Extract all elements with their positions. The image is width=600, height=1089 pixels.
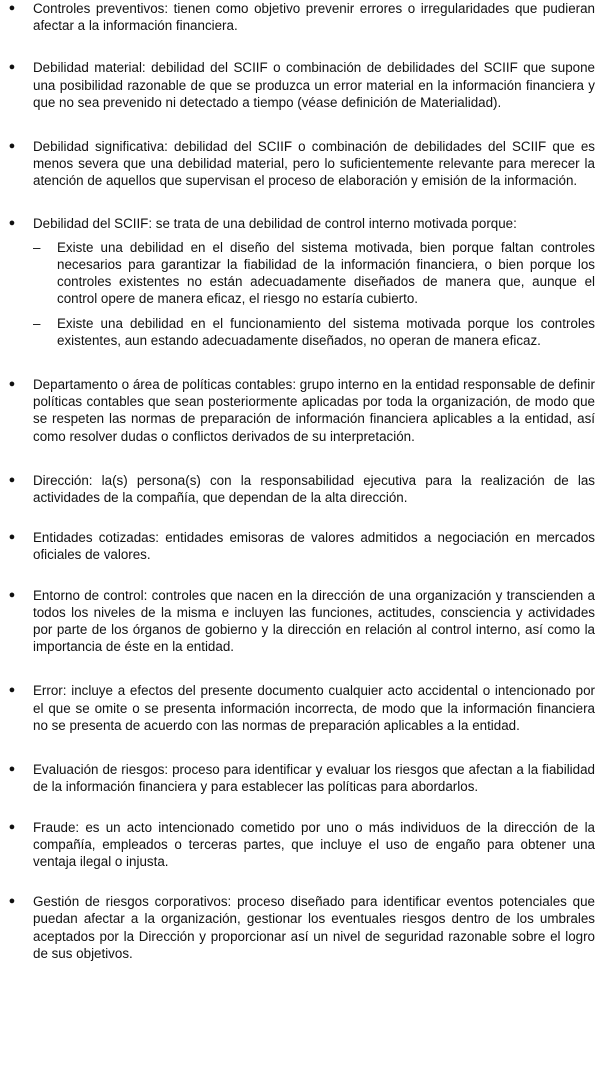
list-item <box>0 587 600 656</box>
bullet-icon: ● <box>8 2 16 14</box>
bullet-icon: ● <box>8 895 16 908</box>
item-text: Entorno de control: controles que nacen en la dirección de una organización y transcienden a todos los niveles de la misma e incluyen las funciones, actitudes, consciencia y actividades por parte de los órganos de gobierno y la dirección en relación al control interno, así como la importancia de éste en la entidad. <box>33 587 595 655</box>
bullet-icon: ● <box>8 140 16 153</box>
item-text: Debilidad significativa: debilidad del SCIIF o combinación de debilidades del SCIIF que es menos severa que una debilidad material, pero lo suficientemente relevante para merecer la atención de aquellos que supervisan el proceso de elaboración y emisión de la información. <box>33 139 595 189</box>
item-text: Controles preventivos: tienen como objetivo prevenir errores o irregularidades que pudieran afectar a la información financiera. <box>33 1 595 34</box>
list-item <box>0 138 600 190</box>
sub-list-item <box>0 315 600 349</box>
list-item <box>0 0 600 34</box>
bullet-icon: ● <box>8 216 16 229</box>
dash-icon: – <box>33 239 41 255</box>
list-item <box>0 59 600 111</box>
item-text: Entidades cotizadas: entidades emisoras de valores admitidos a negociación en mercados oficiales de valores. <box>33 530 595 563</box>
subitem-text: Existe una debilidad en el diseño del sistema motivada, bien porque faltan controles necesarios para garantizar la fiabilidad de la información financiera, o bien porque los controles existentes no están adecuadamente diseñados de manera que, aunque el control opere de manera eficaz, el riesgo no estaría cubierto. <box>57 239 595 307</box>
subitem-text: Existe una debilidad en el funcionamiento del sistema motivada porque los controles existentes, aun estando adecuadamente diseñados, no operan de manera eficaz. <box>57 315 595 348</box>
item-text: Gestión de riesgos corporativos: proceso diseñado para identificar eventos potenciales que puedan afectar a la organización, gestionar los eventuales riesgos dentro de los umbrales aceptados por la Dirección y proporcionar así un nivel de seguridad razonable sobre el logro de sus objetivos. <box>33 894 595 961</box>
dash-icon: – <box>33 315 41 331</box>
list-item <box>0 472 600 506</box>
sub-list-item <box>0 239 600 308</box>
bullet-icon: ● <box>8 763 16 776</box>
bullet-icon: ● <box>8 473 16 486</box>
item-text: Fraude: es un acto intencionado cometido por uno o más individuos de la dirección de la compañía, empleados o terceras partes, que incluye el uso de engaño para obtener una ventaja ilegal o injusta. <box>33 819 595 869</box>
list-item <box>0 682 600 734</box>
bullet-icon: ● <box>8 531 16 544</box>
bullet-icon: ● <box>8 61 16 74</box>
item-text: Debilidad del SCIIF: se trata de una debilidad de control interno motivada porque: <box>33 215 517 231</box>
bullet-icon: ● <box>8 588 16 601</box>
list-item <box>0 529 600 563</box>
item-text: Debilidad material: debilidad del SCIIF o combinación de debilidades del SCIIF que supone una posibilidad razonable de que se produzca un error material en la información financiera y que no sea prevenido ni detectado a tiempo (véase definición de Materialidad). <box>33 60 595 110</box>
bullet-icon: ● <box>8 378 16 391</box>
item-text: Evaluación de riesgos: proceso para identificar y evaluar los riesgos que afectan a la fiabilidad de la información financiera y para establecer las políticas para abordarlos. <box>33 762 595 795</box>
item-text: Dirección: la(s) persona(s) con la responsabilidad ejecutiva para la realización de las actividades de la compañía, que dependan de la alta dirección. <box>33 472 595 506</box>
list-item <box>0 215 600 232</box>
list-item <box>0 819 600 871</box>
list-item <box>0 761 600 795</box>
item-text: Error: incluye a efectos del presente documento cualquier acto accidental o intencionado por el que se omite o se presenta información incorrecta, de modo que la información financiera no se presenta de acuerdo con las normas de preparación aplicables a la entidad. <box>33 683 595 733</box>
list-item <box>0 893 600 962</box>
bullet-icon: ● <box>8 684 16 697</box>
bullet-icon: ● <box>8 820 16 833</box>
list-item <box>0 376 600 445</box>
item-text: Departamento o área de políticas contables: grupo interno en la entidad responsable de definir políticas contables que sean posteriormente aplicadas por toda la organización, de modo que se respeten las normas de preparación de información financiera aplicables a la entidad, así como resolver dudas o conflictos derivados de su interpretación. <box>33 377 595 444</box>
